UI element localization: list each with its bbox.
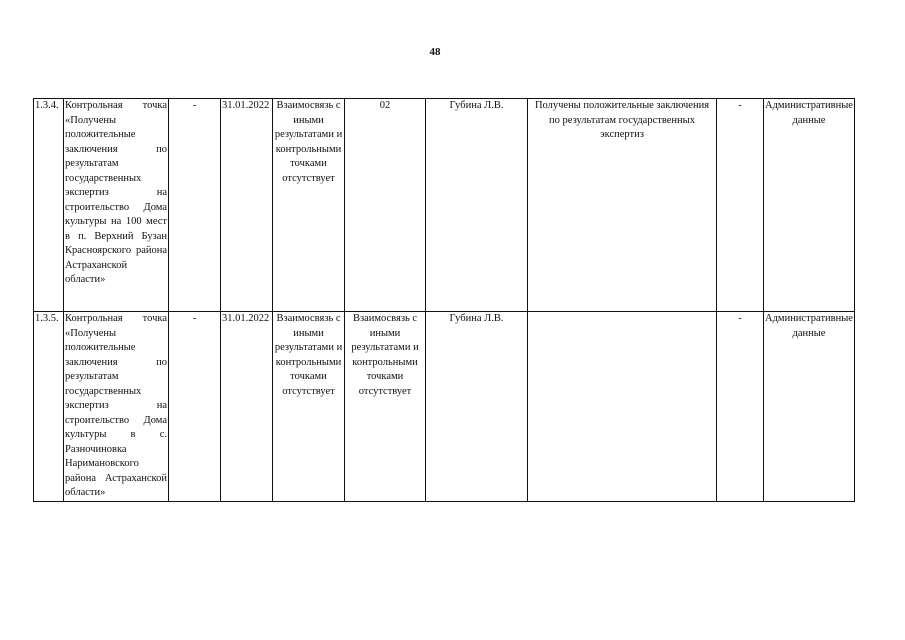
source-cell: Административные данные xyxy=(764,99,855,312)
dash-cell: - xyxy=(717,99,764,312)
date-cell: 31.01.2022 xyxy=(221,99,273,312)
responsible-cell: Губина Л.В. xyxy=(426,99,528,312)
result-cell xyxy=(528,312,717,502)
row-number: 1.3.4. xyxy=(34,99,64,312)
page-number: 48 xyxy=(429,46,441,58)
control-points-table xyxy=(33,98,855,502)
row-number: 1.3.5. xyxy=(34,312,64,502)
result-cell: Получены положительные заключения по результатам государственных экспертиз xyxy=(528,99,717,312)
source-cell: Административные данные xyxy=(764,312,855,502)
responsible-cell: Губина Л.В. xyxy=(426,312,528,502)
dash-cell: - xyxy=(169,99,221,312)
date-cell: 31.01.2022 xyxy=(221,312,273,502)
dash-cell: - xyxy=(169,312,221,502)
table-row xyxy=(34,99,855,312)
table-row xyxy=(34,312,855,502)
dash-cell: - xyxy=(717,312,764,502)
relation-cell: Взаимосвязь с иными результатами и контрольными точками отсутствует xyxy=(273,312,345,502)
control-point-name: Контрольная точка «Получены положительные заключения по результатам государственных экспертиз на строительство Дома культуры на 100 мест в п. Верхний Бузан Красноярского района Астраханской области» xyxy=(64,99,169,312)
relation-cell: Взаимосвязь с иными результатами и контрольными точками отсутствует xyxy=(345,312,426,502)
control-point-name: Контрольная точка «Получены положительные заключения по результатам государственных экспертиз на строительство Дома культуры в с. Разночиновка Наримановского района Астраханской области» xyxy=(64,312,169,502)
relation-cell: Взаимосвязь с иными результатами и контрольными точками отсутствует xyxy=(273,99,345,312)
relation-code-cell: 02 xyxy=(345,99,426,312)
